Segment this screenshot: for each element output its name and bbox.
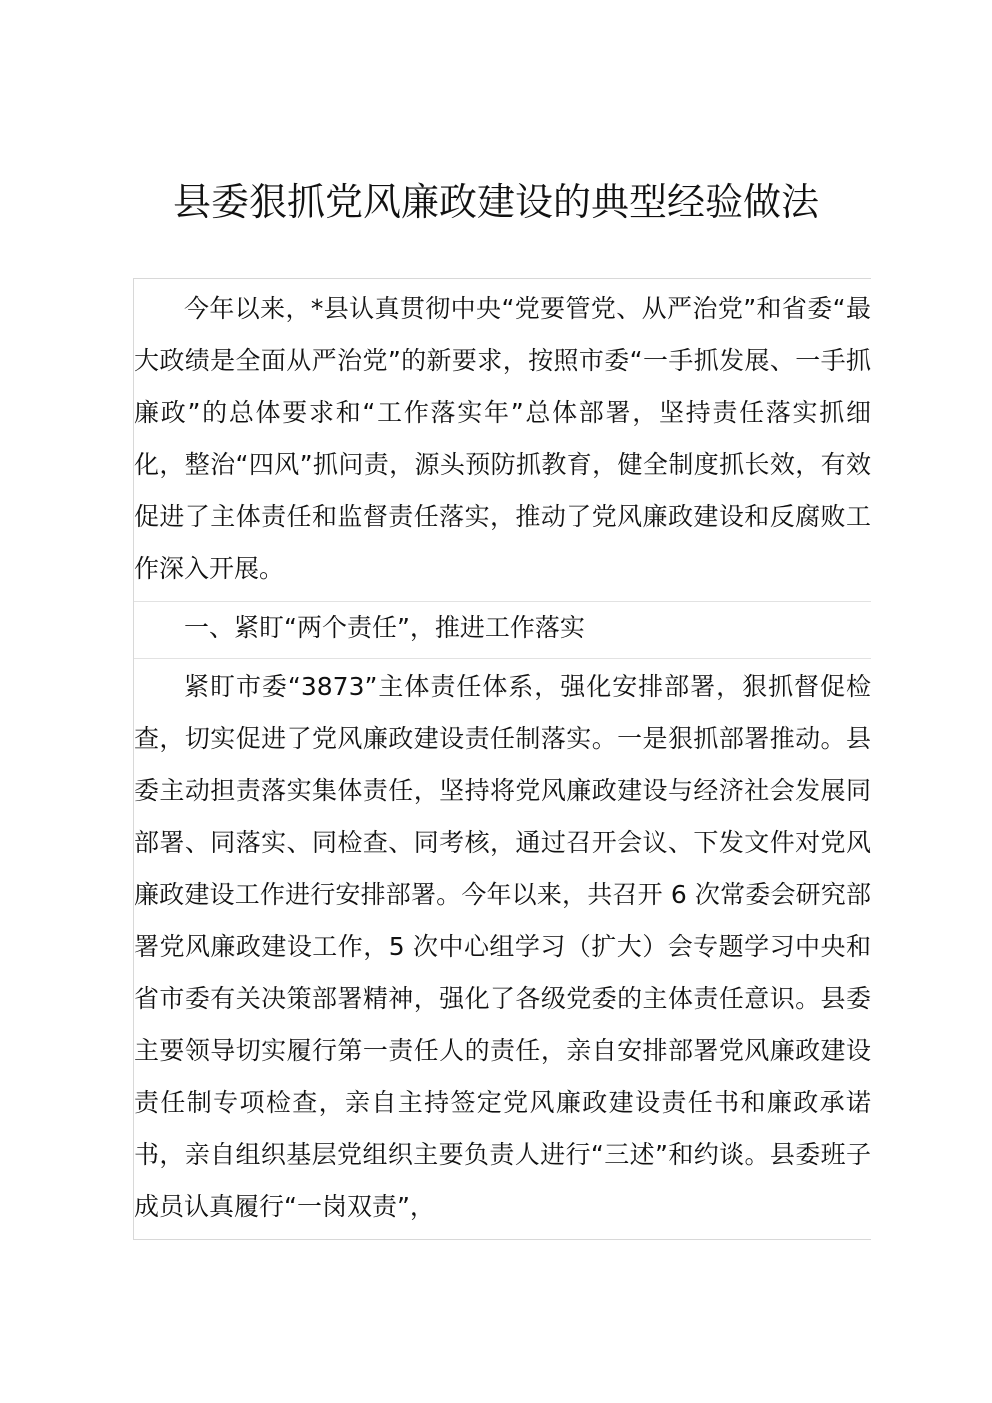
document-title: 县委狠抓党风廉政建设的典型经验做法: [172, 180, 819, 224]
section-heading: 一、紧盯“两个责任”，推进工作落实: [184, 613, 585, 642]
section-body-block: [134, 659, 871, 1240]
section-heading-block: [134, 602, 871, 659]
document-body: [133, 278, 871, 1240]
intro-block: [134, 279, 871, 602]
section-paragraph: 紧盯市委“3873”主体责任体系，强化安排部署，狠抓督促检查，切实促进了党风廉政建设责任制落实。一是狠抓部署推动。县委主动担责落实集体责任，坚持将党风廉政建设与经济社会发展同部署、同落实、同检查、同考核，通过召开会议、下发文件对党风廉政建设工作进行安排部署。今年以来，共召开 6 次常委会研究部署党风廉政建设工作，5 次中心组学习（扩大）会专题学习中央和省市委有关决策部署精神，强化了各级党委的主体责任意识。县委主要领导切实履行第一责任人的责任，亲自安排部署党风廉政建设责任制专项检查，亲自主持签定党风廉政建设责任书和廉政承诺书，亲自组织基层党组织主要负责人进行“三述”和约谈。县委班子成员认真履行“一岗双责”，: [134, 672, 871, 1221]
intro-paragraph: 今年以来，*县认真贯彻中央“党要管党、从严治党”和省委“最大政绩是全面从严治党”的新要求，按照市委“一手抓发展、一手抓廉政”的总体要求和“工作落实年”总体部署，坚持责任落实抓细化，整治“四风”抓问责，源头预防抓教育，健全制度抓长效，有效促进了主体责任和监督责任落实，推动了党风廉政建设和反腐败工作深入开展。: [134, 294, 871, 583]
